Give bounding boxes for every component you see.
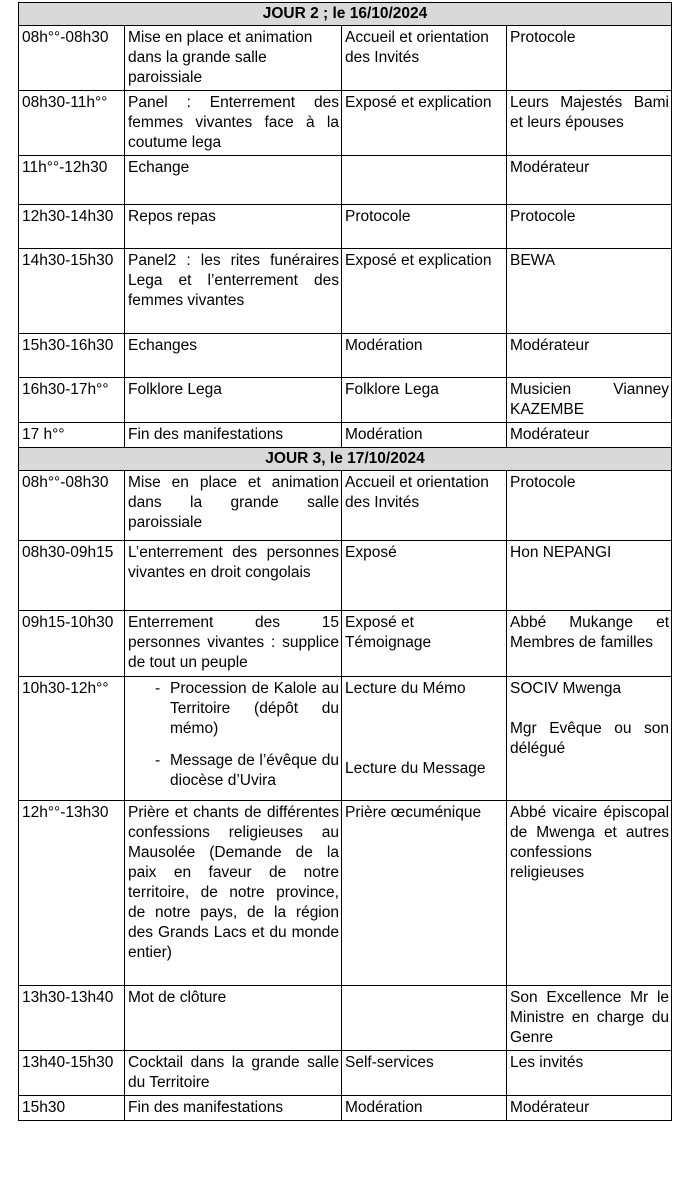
mode-cell: Exposé et Témoignage — [342, 611, 507, 677]
table-row — [19, 1051, 672, 1096]
activity-cell: Fin des manifestations — [125, 423, 342, 448]
mode-cell: Exposé — [342, 541, 507, 611]
activity-cell: Enterrement des 15 personnes vivantes : supplice de tout un peuple — [125, 611, 342, 677]
responsible-item: Mgr Evêque ou son délégué — [510, 720, 670, 757]
table-row — [19, 334, 672, 378]
day2-header: JOUR 2 ; le 16/10/2024 — [19, 3, 672, 26]
mode-cell — [342, 986, 507, 1051]
day3-header: JOUR 3, le 17/10/2024 — [19, 448, 672, 471]
time-cell: 11h°°-12h30 — [19, 156, 125, 205]
activity-cell: Fin des manifestations — [125, 1096, 342, 1121]
time-cell: 17 h°° — [19, 423, 125, 448]
mode-item: Lecture du Mémo — [345, 680, 466, 697]
responsible-cell: Son Excellence Mr le Ministre en charge du Genre — [507, 986, 672, 1051]
responsible-cell: Protocole — [507, 471, 672, 541]
table-row — [19, 986, 672, 1051]
mode-cell: Exposé et explication — [342, 249, 507, 334]
activity-cell: Mise en place et animation dans la grande salle paroissiale — [125, 26, 342, 91]
table-row — [19, 91, 672, 156]
table-row — [19, 541, 672, 611]
activity-cell: Repos repas — [125, 205, 342, 249]
table-row — [19, 26, 672, 91]
table-row — [19, 378, 672, 423]
activity-cell: L’enterrement des personnes vivantes en droit congolais — [125, 541, 342, 611]
responsible-cell: Protocole — [507, 26, 672, 91]
time-cell: 08h°°-08h30 — [19, 471, 125, 541]
responsible-cell: Modérateur — [507, 1096, 672, 1121]
activity-list — [128, 679, 339, 791]
time-cell: 15h30-16h30 — [19, 334, 125, 378]
activity-cell: Echanges — [125, 334, 342, 378]
responsible-cell: BEWA — [507, 249, 672, 334]
table-row — [19, 801, 672, 986]
table-row — [19, 423, 672, 448]
time-cell: 08h30-11h°° — [19, 91, 125, 156]
day2-header-row — [19, 3, 672, 26]
mode-cell: Protocole — [342, 205, 507, 249]
mode-cell: Exposé et explication — [342, 91, 507, 156]
table-row — [19, 471, 672, 541]
activity-cell: Mise en place et animation dans la grande salle paroissiale — [125, 471, 342, 541]
mode-item: Lecture du Message — [345, 760, 486, 777]
mode-cell: Accueil et orientation des Invités — [342, 26, 507, 91]
program-table — [18, 2, 672, 1121]
time-cell: 13h30-13h40 — [19, 986, 125, 1051]
mode-cell — [342, 677, 507, 801]
responsible-cell: Modérateur — [507, 334, 672, 378]
time-cell: 12h°°-13h30 — [19, 801, 125, 986]
responsible-item: SOCIV Mwenga — [510, 680, 622, 697]
mode-cell: Modération — [342, 1096, 507, 1121]
table-row — [19, 677, 672, 801]
activity-cell: Prière et chants de différentes confessions religieuses au Mausolée (Demande de la paix en faveur de notre territoire, de notre province, de notre pays, de la région des Grands Lacs et du monde entier) — [125, 801, 342, 986]
mode-cell: Modération — [342, 423, 507, 448]
time-cell: 10h30-12h°° — [19, 677, 125, 801]
time-cell: 08h30-09h15 — [19, 541, 125, 611]
table-row — [19, 611, 672, 677]
responsible-cell: Protocole — [507, 205, 672, 249]
responsible-cell — [507, 677, 672, 801]
mode-cell: Modération — [342, 334, 507, 378]
time-cell: 09h15-10h30 — [19, 611, 125, 677]
activity-cell: Panel : Enterrement des femmes vivantes face à la coutume lega — [125, 91, 342, 156]
table-row — [19, 1096, 672, 1121]
table-row — [19, 205, 672, 249]
mode-cell: Accueil et orientation des Invités — [342, 471, 507, 541]
time-cell: 13h40-15h30 — [19, 1051, 125, 1096]
mode-cell: Folklore Lega — [342, 378, 507, 423]
responsible-cell: Musicien Vianney KAZEMBE — [507, 378, 672, 423]
mode-cell: Self-services — [342, 1051, 507, 1096]
day3-header-row — [19, 448, 672, 471]
time-cell: 16h30-17h°° — [19, 378, 125, 423]
activity-cell: Panel2 : les rites funéraires Lega et l’enterrement des femmes vivantes — [125, 249, 342, 334]
responsible-cell: Les invités — [507, 1051, 672, 1096]
time-cell: 08h°°-08h30 — [19, 26, 125, 91]
table-row — [19, 249, 672, 334]
mode-cell — [342, 156, 507, 205]
activity-cell: Mot de clôture — [125, 986, 342, 1051]
activity-cell: Echange — [125, 156, 342, 205]
mode-cell: Prière œcuménique — [342, 801, 507, 986]
time-cell: 14h30-15h30 — [19, 249, 125, 334]
activity-cell: Cocktail dans la grande salle du Territoire — [125, 1051, 342, 1096]
activity-cell: Folklore Lega — [125, 378, 342, 423]
list-item: - Message de l’évêque du diocèse d’Uvira — [128, 751, 339, 791]
responsible-cell: Modérateur — [507, 423, 672, 448]
responsible-cell: Leurs Majestés Bami et leurs épouses — [507, 91, 672, 156]
responsible-cell: Abbé Mukange et Membres de familles — [507, 611, 672, 677]
list-item: - Procession de Kalole au Territoire (dépôt du mémo) — [128, 679, 339, 739]
responsible-cell: Modérateur — [507, 156, 672, 205]
activity-cell — [125, 677, 342, 801]
time-cell: 15h30 — [19, 1096, 125, 1121]
responsible-cell: Hon NEPANGI — [507, 541, 672, 611]
time-cell: 12h30-14h30 — [19, 205, 125, 249]
table-row — [19, 156, 672, 205]
responsible-cell: Abbé vicaire épiscopal de Mwenga et autres confessions religieuses — [507, 801, 672, 986]
